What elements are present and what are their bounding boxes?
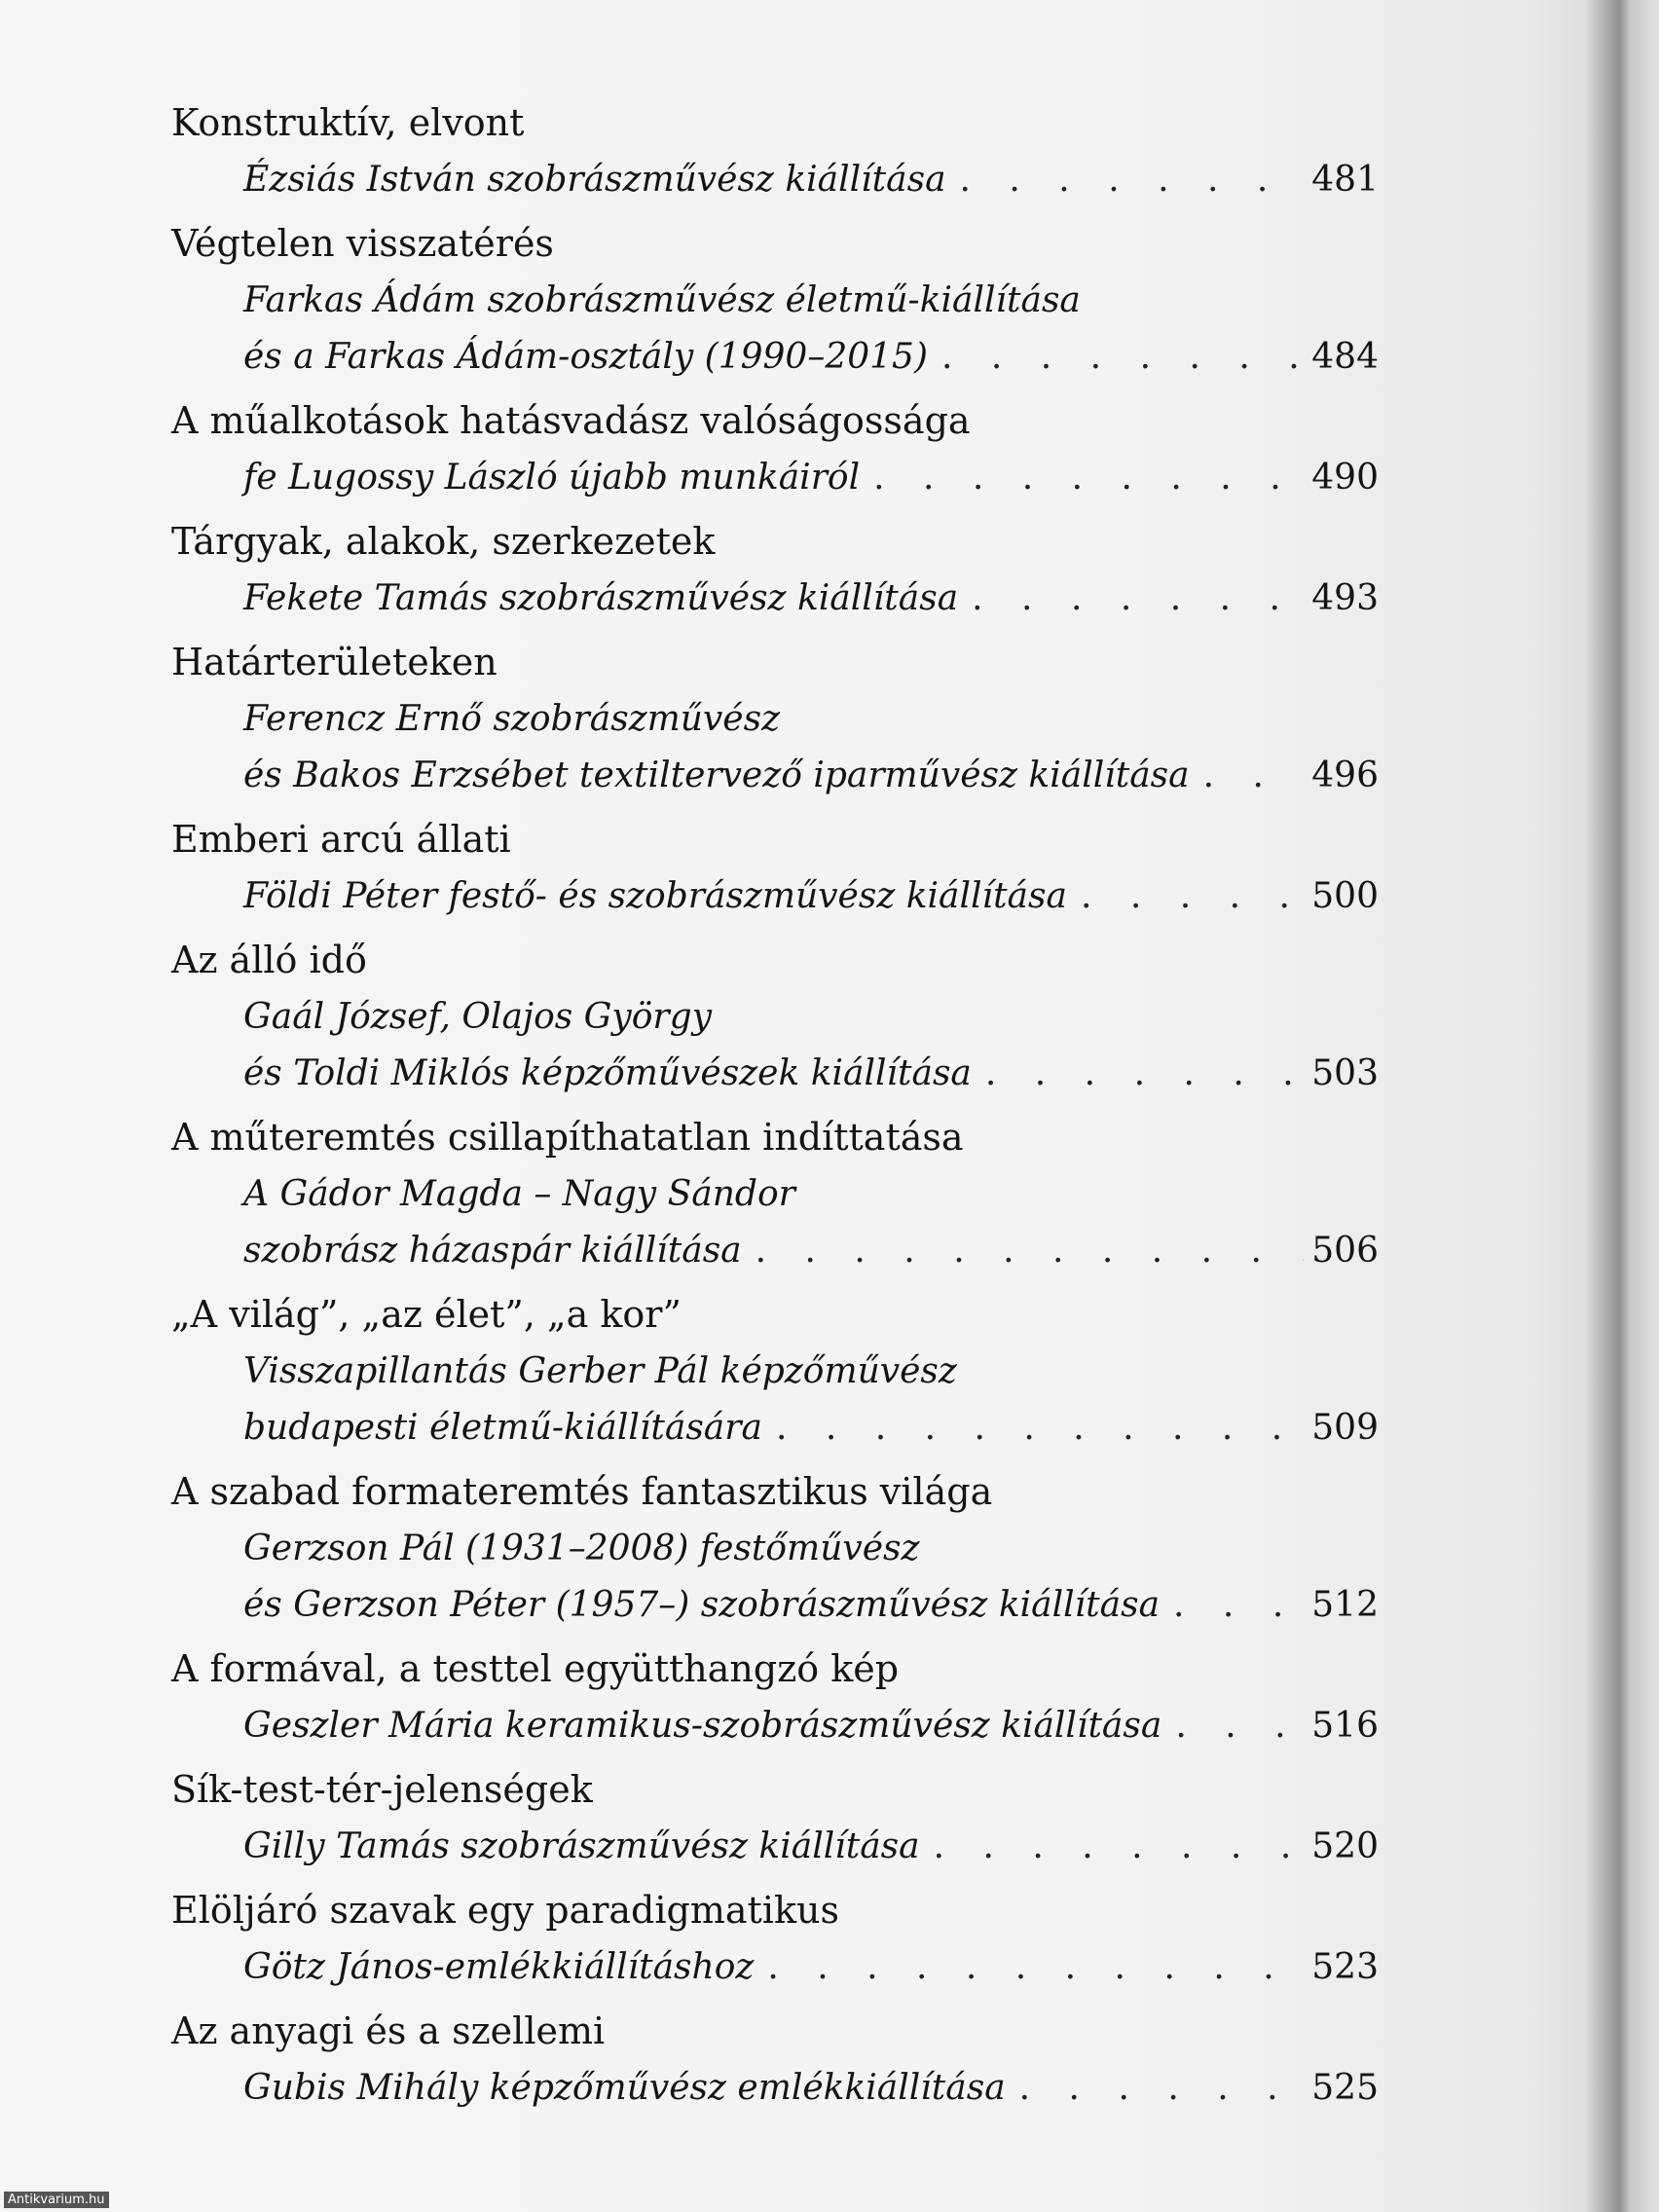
dot-leader — [1019, 2060, 1305, 2117]
book-spine-shadow — [1587, 0, 1659, 2212]
toc-entry-subtitle — [171, 329, 1379, 386]
toc-entry-title: Végtelen visszatérés — [171, 222, 554, 265]
dot-leader — [1173, 1577, 1304, 1634]
toc-entry-subtitle-text: Gubis Mihály képzőművész emlékkiállítása — [243, 2068, 1006, 2108]
dot-leader — [756, 1223, 1305, 1279]
dot-leader — [1175, 1698, 1304, 1754]
toc-entry-subtitle: Gaál József, Olajos György — [243, 997, 713, 1037]
toc-entry — [171, 2002, 1379, 2117]
toc-entry-subtitle-text: fe Lugossy László újabb munkáiról — [243, 458, 861, 498]
toc-entry — [171, 391, 1379, 506]
toc-entry — [171, 1108, 1379, 1279]
toc-entry — [171, 93, 1379, 208]
page-number: 500 — [1311, 876, 1379, 916]
toc-entry — [171, 1285, 1379, 1456]
toc-entry-title: A műalkotások hatásvadász valóságossága — [171, 399, 971, 442]
toc-entry-subtitle: A Gádor Magda – Nagy Sándor — [243, 1174, 795, 1214]
toc-entry-subtitle — [171, 1046, 1379, 1102]
dot-leader — [873, 450, 1304, 506]
toc-entry-subtitle-text: szobrász házaspár kiállítása — [243, 1231, 742, 1271]
toc-entry-subtitle-text: Ézsiás István szobrászművész kiállítása — [243, 160, 946, 200]
toc-entry — [171, 633, 1379, 804]
toc-entry-title: Konstruktív, elvont — [171, 101, 525, 144]
toc-entry-subtitle-text: budapesti életmű-kiállítására — [243, 1408, 762, 1448]
toc-entry — [171, 810, 1379, 925]
toc-entry-title: Tárgyak, alakok, szerkezetek — [171, 520, 716, 563]
toc-entry-subtitle — [171, 868, 1379, 925]
toc-entry — [171, 1760, 1379, 1875]
toc-entry-subtitle — [171, 2060, 1379, 2117]
toc-entry-subtitle-text: és Toldi Miklós képzőművészek kiállítása — [243, 1053, 972, 1093]
watermark: Antikvarium.hu — [4, 2192, 109, 2208]
toc-entry-subtitle: Visszapillantás Gerber Pál képzőművész — [243, 1351, 957, 1391]
page-number: 516 — [1311, 1706, 1379, 1746]
toc-entry-title: Elöljáró szavak egy paradigmatikus — [171, 1889, 839, 1932]
dot-leader — [1203, 748, 1305, 804]
toc-entry-subtitle — [171, 1577, 1379, 1634]
toc-entry — [171, 214, 1379, 386]
dot-leader — [960, 152, 1305, 208]
table-of-contents — [171, 93, 1379, 2122]
toc-entry-subtitle — [171, 450, 1379, 506]
dot-leader — [767, 1939, 1304, 1996]
toc-entry — [171, 1881, 1379, 1996]
toc-entry-subtitle — [171, 152, 1379, 208]
toc-entry — [171, 1462, 1379, 1634]
toc-entry-subtitle-text: Földi Péter festő- és szobrászművész kiállítása — [243, 876, 1067, 916]
toc-entry-subtitle — [171, 1819, 1379, 1875]
toc-entry-subtitle-text: és Gerzson Péter (1957–) szobrászművész kiállítása — [243, 1585, 1161, 1625]
toc-entry — [171, 931, 1379, 1102]
page-number: 496 — [1311, 756, 1379, 795]
toc-entry-title: A formával, a testtel együtthangzó kép — [171, 1647, 900, 1690]
toc-entry-title: Sík-test-tér-jelenségek — [171, 1768, 593, 1811]
toc-entry-subtitle-text: Götz János-emlékkiállításhoz — [243, 1947, 755, 1987]
toc-entry-subtitle: Gerzson Pál (1931–2008) festőművész — [243, 1529, 920, 1568]
toc-entry-subtitle-text: Geszler Mária keramikus-szobrászművész kiállítása — [243, 1706, 1162, 1746]
page-number: 484 — [1311, 337, 1379, 377]
page-number: 509 — [1311, 1408, 1379, 1448]
dot-leader — [972, 571, 1304, 627]
toc-entry-title: A szabad formateremtés fantasztikus világa — [171, 1470, 993, 1513]
toc-entry-subtitle-text: és Bakos Erzsébet textiltervező iparművész kiállítása — [243, 756, 1190, 795]
page-number: 490 — [1311, 458, 1379, 498]
dot-leader — [776, 1400, 1304, 1456]
toc-entry-title: Emberi arcú állati — [171, 818, 511, 861]
toc-entry — [171, 1640, 1379, 1754]
toc-entry-subtitle — [171, 1939, 1379, 1996]
toc-entry-title: Határterületeken — [171, 641, 498, 683]
toc-entry-subtitle-text: Gilly Tamás szobrászművész kiállítása — [243, 1826, 920, 1866]
toc-entry-subtitle — [171, 1400, 1379, 1456]
dot-leader — [934, 1819, 1305, 1875]
page-number: 525 — [1311, 2068, 1379, 2108]
toc-entry-title: „A világ”, „az élet”, „a kor” — [171, 1293, 682, 1336]
toc-entry-subtitle — [171, 1698, 1379, 1754]
page-number: 520 — [1311, 1826, 1379, 1866]
toc-entry-title: Az anyagi és a szellemi — [171, 2009, 606, 2052]
dot-leader — [941, 329, 1304, 386]
page-number: 503 — [1311, 1053, 1379, 1093]
dot-leader — [1081, 868, 1304, 925]
toc-entry-title: Az álló idő — [171, 939, 367, 981]
page-number: 481 — [1311, 160, 1379, 200]
toc-entry-subtitle — [171, 1223, 1379, 1279]
page-number: 523 — [1311, 1947, 1379, 1987]
toc-entry-subtitle-text: Fekete Tamás szobrászművész kiállítása — [243, 578, 959, 618]
toc-entry — [171, 512, 1379, 627]
toc-entry-subtitle-text: és a Farkas Ádám-osztály (1990–2015) — [243, 337, 929, 377]
toc-entry-subtitle: Farkas Ádám szobrászművész életmű-kiállítása — [243, 280, 1081, 320]
toc-entry-subtitle — [171, 571, 1379, 627]
toc-entry-subtitle: Ferencz Ernő szobrászművész — [243, 699, 781, 739]
page-number: 512 — [1311, 1585, 1379, 1625]
page-number: 506 — [1311, 1231, 1379, 1271]
page-number: 493 — [1311, 578, 1379, 618]
toc-entry-title: A műteremtés csillapíthatatlan indíttatása — [171, 1116, 964, 1159]
dot-leader — [985, 1046, 1304, 1102]
toc-entry-subtitle — [171, 748, 1379, 804]
